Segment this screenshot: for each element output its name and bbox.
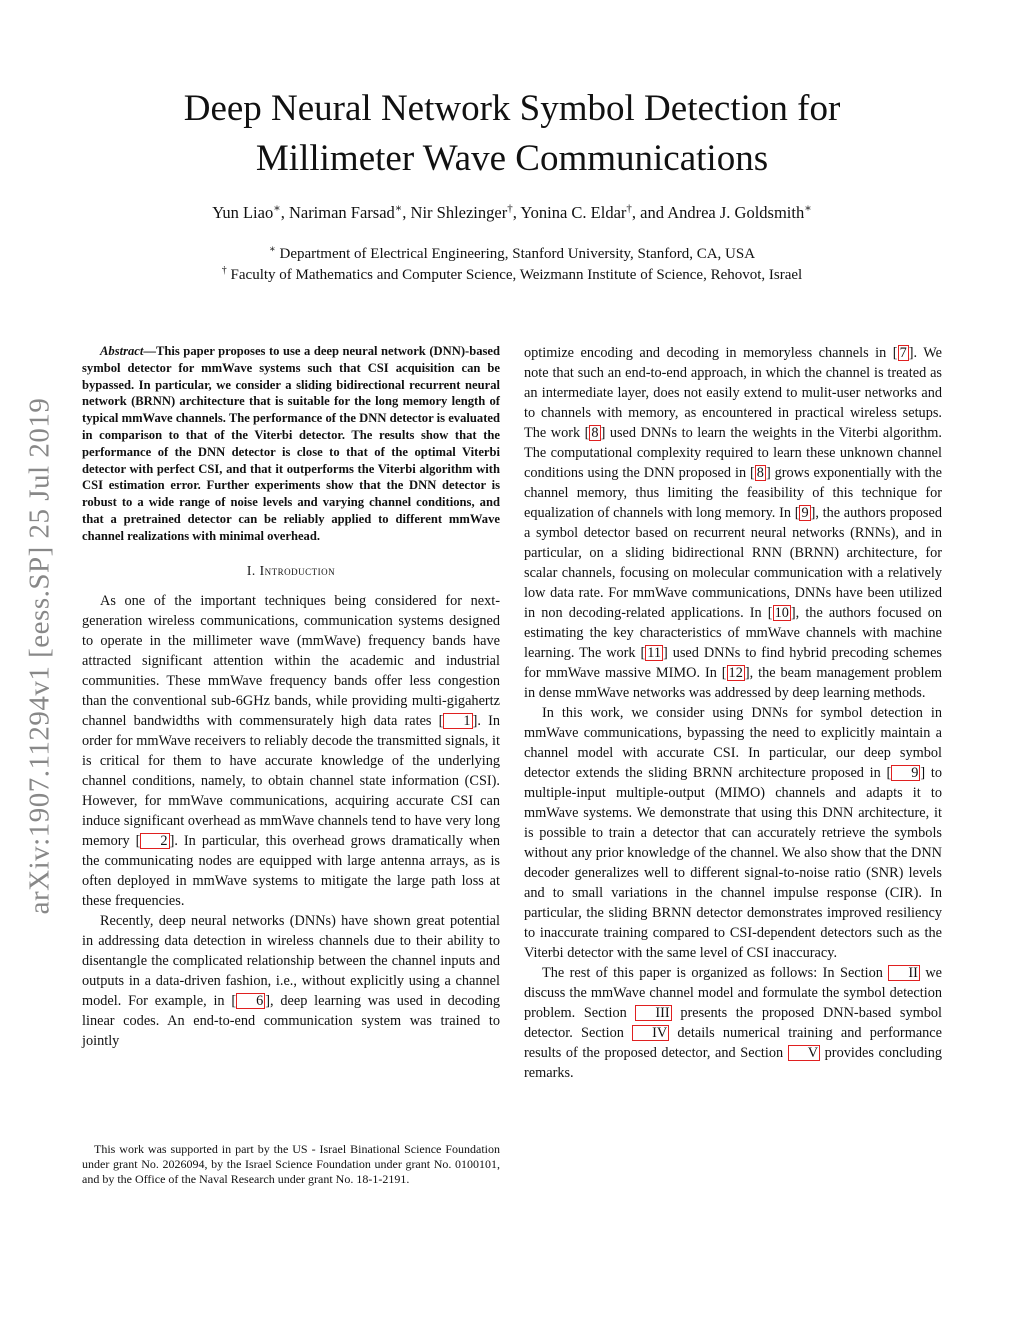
affiliation-stanford xyxy=(60,244,964,265)
citation-link[interactable]: [ 12 ] xyxy=(721,665,750,681)
funding-footnote: This work was supported in part by the US - Israel Binational Science Foundation under grant No. 2026094, by the Israel Science Foundation under grant No. 0100101, and by the Office of the Naval Research under grant No. 18-1-2191. xyxy=(82,1142,500,1186)
author-conjunction: and xyxy=(640,203,664,222)
citation-link[interactable]: [ 9 ] xyxy=(886,765,926,781)
intro-paragraph-3 xyxy=(524,343,942,703)
citation-number[interactable]: 8 xyxy=(756,465,764,481)
affiliation-text: Faculty of Mathematics and Computer Science, Weizmann Institute of Science, Rehovot, Israel xyxy=(230,267,803,283)
author-mark: ∗ xyxy=(273,202,281,215)
citation-link[interactable]: [ 2 ] xyxy=(135,832,175,849)
left-column xyxy=(82,343,500,1051)
affiliation-text: Department of Electrical Engineering, Stanford University, Stanford, CA, USA xyxy=(279,246,756,262)
paragraph-text: In this work, we consider using DNNs for symbol detection in mmWave communications, bypassing the need to explicitly maintain a channel model with accurate CSI. In particular, our deep symbol detector extends the sliding BRNN architecture proposed in xyxy=(524,705,942,781)
author-name: Andrea J. Goldsmith xyxy=(667,203,805,222)
citation-link[interactable]: [ 8 ] xyxy=(584,425,606,441)
citation-link[interactable]: [ 6 ] xyxy=(231,992,271,1009)
citation-link[interactable]: [ 10 ] xyxy=(767,605,796,621)
paragraph-text: , deep learning was used in decoding linear codes. An end-to-end communication system was trained to jointly xyxy=(82,992,500,1049)
paragraph-text: grows exponentially with the channel memory, thus limiting the feasibility of this technique for equalization of channels with long memory. In xyxy=(524,465,943,521)
section-reference-link[interactable]: IV xyxy=(632,1025,669,1041)
paragraph-text: . In particular, this overhead grows dramatically when the communicating nodes are equipped with large antenna arrays, as is often deployed in mmWave systems to mitigate the large path loss at these frequencies. xyxy=(82,832,500,909)
author-mark: † xyxy=(626,202,632,215)
abstract-text: —This paper proposes to use a deep neural network (DNN)-based symbol detector for mmWave systems such that CSI acquisition can be bypassed. In particular, we consider a sliding bidirectional recurrent neural network (BRNN) architecture that is suitable for the long memory length of typical mmWave channels. The performance of the DNN detector is evaluated in comparison to that of the Viterbi detector. The results show that the performance of the DNN detector is close to that of the optimal Viterbi detector with perfect CSI, and that it outperforms the Viterbi algorithm with CSI estimation error. Further experiments show that the DNN detector is robust to a wide range of noise levels and varying channel conditions, and that a pretrained detector can be reliably applied to different mmWave channel realizations with minimal overhead. xyxy=(82,344,500,543)
affiliation-mark: † xyxy=(221,265,227,276)
arxiv-identifier: arXiv:1907.11294v1 [eess.SP] 25 Jul 2019 xyxy=(23,397,56,915)
author-list: Yun Liao∗, Nariman Farsad∗, Nir Shlezinger†, Yonina C. Eldar†, and Andrea J. Goldsmith∗ xyxy=(212,202,812,222)
paragraph-text: , the beam management problem in dense mmWave networks was addressed by deep learning methods. xyxy=(524,665,942,701)
affiliation-mark: ∗ xyxy=(268,244,276,255)
section-title: Introduction xyxy=(259,562,336,578)
paragraph-text: details numerical training and performance results of the proposed detector, and Section xyxy=(524,1025,942,1061)
paragraph-text: The rest of this paper is organized as follows: In Section xyxy=(542,965,889,981)
abstract-label: Abstract xyxy=(100,344,144,358)
citation-number[interactable]: 1 xyxy=(443,713,472,729)
section-number: I. xyxy=(246,562,256,578)
paragraph-text: provides concluding remarks. xyxy=(524,1045,942,1081)
paper-title xyxy=(60,84,964,184)
author-name: Yun Liao xyxy=(212,203,274,222)
paragraph-text: to multiple-input multiple-output (MIMO) channels and adapts it to mmWave systems. We demonstrate that using this DNN architecture, it is possible to train a detector that can accurately retrieve the symbols without any prior knowledge of the channel. We also show that the DNN decoder generalizes well to different signal-to-noise ratio (SNR) levels and to small variations in the channel impulse response (CIR). In particular, the sliding BRNN detector demonstrates improved resiliency to inaccurate training compared to CSI-dependent detectors such as the Viterbi detector with the same level of CSI inaccuracy. xyxy=(524,765,942,961)
citation-link[interactable]: [ 7 ] xyxy=(892,345,914,361)
citation-link[interactable]: [ 11 ] xyxy=(640,645,668,661)
citation-link[interactable]: [ 1 ] xyxy=(438,712,478,729)
paragraph-text: we discuss the mmWave channel model and formulate the symbol detection problem. Section xyxy=(524,965,942,1021)
citation-number[interactable]: 9 xyxy=(891,765,920,781)
paragraph-text: used DNNs to learn the weights in the Viterbi algorithm. The computational complexity required to learn these unknown channel conditions using the DNN proposed in xyxy=(524,425,942,481)
citation-number[interactable]: 2 xyxy=(140,833,169,849)
intro-paragraph-4 xyxy=(524,703,942,963)
citation-number[interactable]: 10 xyxy=(774,605,789,621)
author-mark: † xyxy=(507,202,513,215)
citation-number[interactable]: 9 xyxy=(801,505,809,521)
citation-number[interactable]: 11 xyxy=(647,645,662,661)
citation-link[interactable]: [ 9 ] xyxy=(794,505,816,521)
arxiv-stamp xyxy=(20,356,60,956)
paragraph-text: As one of the important techniques being considered for next-generation wireless communications, communication systems designed to operate in the millimeter wave (mmWave) frequency bands have attracted significant attention within the academic and industrial communities. These mmWave frequency bands offer less congestion than the conventional sub-6GHz bands, while providing multi-gigahertz channel bandwidths with commensurately high data rates xyxy=(82,592,500,729)
paragraph-text: used DNNs to find hybrid precoding schemes for mmWave massive MIMO. In xyxy=(524,645,942,681)
paragraph-text: . We note that such an end-to-end approach, in which the channel is treated as an intermediate layer, does not easily extend to mulit-user networks and to channels with memory, as encountered in practical wireless setups. The work xyxy=(524,345,942,441)
intro-paragraph-5 xyxy=(524,963,942,1083)
affiliation-list xyxy=(60,244,964,286)
section-reference-link[interactable]: V xyxy=(788,1045,820,1061)
citation-number[interactable]: 8 xyxy=(591,425,599,441)
author-mark: ∗ xyxy=(804,202,812,215)
author-name: Nir Shlezinger xyxy=(410,203,508,222)
title-line-2: Millimeter Wave Communications xyxy=(255,138,769,179)
right-column xyxy=(524,343,942,1083)
paragraph-text: . In order for mmWave receivers to reliably decode the transmitted signals, it is critical for them to have accurate knowledge of the underlying channel conditions, namely, to obtain channel state information (CSI). However, for mmWave communications, acquiring accurate CSI can induce significant overhead as mmWave channels tend to have very long memory xyxy=(82,712,500,849)
paragraph-text: optimize encoding and decoding in memoryless channels in xyxy=(524,345,893,361)
paragraph-text: , the authors focused on estimating the key characteristics of mmWave channels with machine learning. The work xyxy=(524,605,942,661)
intro-paragraph-2 xyxy=(82,911,500,1051)
author-mark: ∗ xyxy=(394,202,403,215)
abstract xyxy=(82,343,500,545)
title-line-1: Deep Neural Network Symbol Detection for xyxy=(183,88,841,129)
citation-link[interactable]: [ 8 ] xyxy=(750,465,771,481)
author-name: Yonina C. Eldar xyxy=(520,203,627,222)
paragraph-text: , the authors proposed a symbol detector based on recurrent neural networks (RNNs), and in particular, on a sliding bidirectional RNN (BRNN) architecture, for scalar channels, focusing on molecular communication with a relatively low data rate. For mmWave communications, DNNs have been utilized in non decoding-related applications. In xyxy=(524,505,942,621)
citation-number[interactable]: 6 xyxy=(236,993,265,1009)
citation-number[interactable]: 12 xyxy=(728,665,743,681)
affiliation-weizmann xyxy=(60,265,964,286)
section-reference-link[interactable]: III xyxy=(635,1005,671,1021)
intro-paragraph-1 xyxy=(82,591,500,911)
author-name: Nariman Farsad xyxy=(288,203,395,222)
section-reference-link[interactable]: II xyxy=(888,965,920,981)
paragraph-text: Recently, deep neural networks (DNNs) have shown great potential in addressing data detection in wireless channels due to their ability to disentangle the complicated relationship between the channel inputs and outputs in a data-driven fashion, i.e., without explicitly using a channel model. For example, in xyxy=(82,912,500,1009)
citation-number[interactable]: 7 xyxy=(899,345,907,361)
paragraph-text: presents the proposed DNN-based symbol detector. Section xyxy=(524,1005,942,1041)
section-heading-introduction xyxy=(82,561,500,581)
